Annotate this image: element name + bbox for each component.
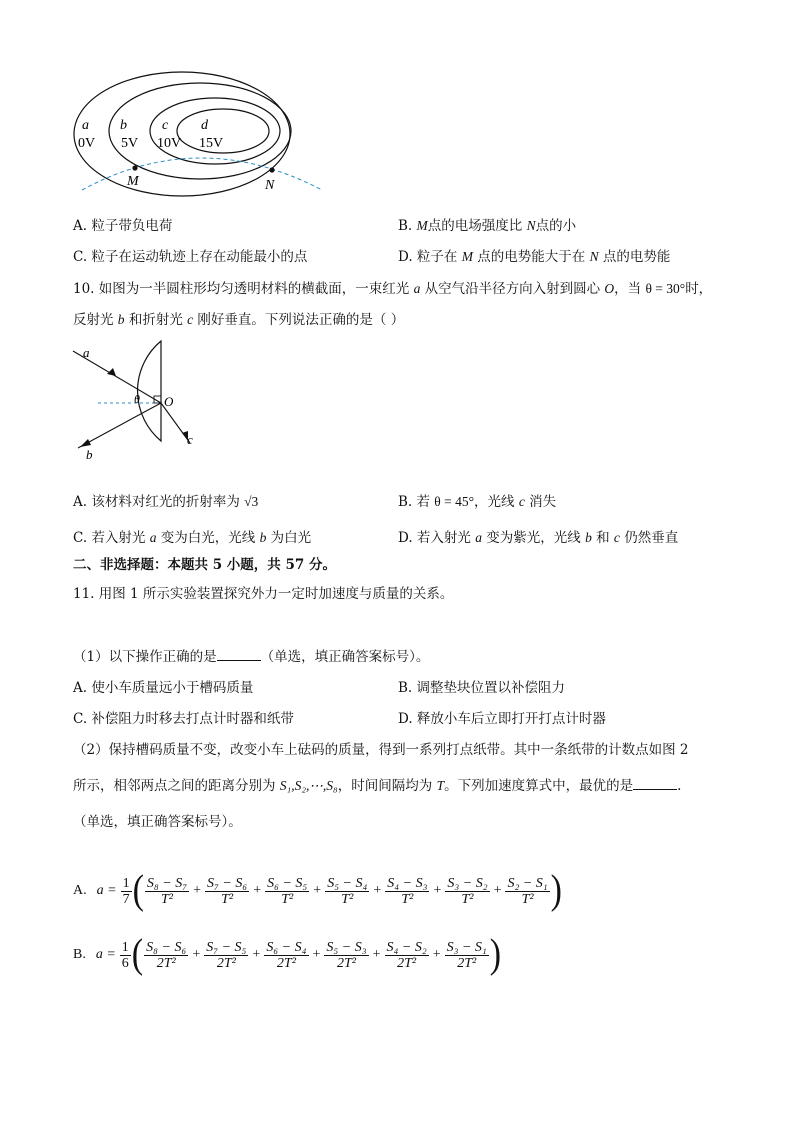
- plus-sign: +: [192, 947, 201, 962]
- fraction-numerator: S₆ − S₅: [267, 875, 308, 891]
- formula-b: [73, 932, 502, 977]
- fraction-term: [445, 876, 489, 907]
- q11-p2-mid: ，时间间隔均为: [337, 778, 437, 794]
- label-b: b: [120, 118, 127, 133]
- q10-c-b: b: [259, 530, 267, 545]
- q10-l1-mid2: ，当: [614, 281, 646, 297]
- plus-sign: +: [432, 947, 441, 962]
- fraction-numerator: S₂ − S₁: [507, 875, 548, 891]
- plus-sign: +: [313, 883, 322, 898]
- q10-option-b: [398, 490, 556, 510]
- label-b-volt: 5V: [121, 136, 139, 151]
- formula-a-lhs: a =: [96, 883, 117, 898]
- fraction-numerator: S₄ − S₂: [386, 939, 427, 955]
- q11-option-b: B. 调整垫块位置以补偿阻力: [398, 680, 566, 696]
- fig10-label-a: a: [83, 345, 90, 360]
- formula-b-coef-den: 6: [121, 955, 129, 971]
- fraction-denominator: T²: [161, 891, 173, 907]
- fraction-term: [145, 876, 189, 907]
- plus-sign: +: [493, 883, 502, 898]
- q10-c-a: a: [149, 530, 157, 545]
- fraction-denominator: T²: [401, 891, 414, 907]
- q11-p2-post: 。下列加速度算式中，最优的是: [444, 778, 634, 794]
- fraction-denominator: 2T²: [276, 955, 296, 971]
- fraction-numerator: S₆ − S₄: [266, 939, 307, 955]
- plus-sign: +: [252, 947, 261, 962]
- q10-a-val: √3: [244, 494, 259, 509]
- q9-b-N: N: [526, 218, 536, 233]
- q11-part1: [73, 645, 429, 665]
- q10-d-mid: 变为紫光，光线: [481, 530, 586, 546]
- q9-d-post: 点的电势能: [598, 249, 671, 265]
- formula-b-lhs: a =: [95, 947, 116, 962]
- equipotential-figure: [60, 68, 330, 204]
- q10-c-pre: C. 若入射光: [73, 530, 150, 546]
- q10-l1-theta: θ = 30°: [645, 281, 686, 296]
- fraction-denominator: T²: [281, 891, 294, 907]
- fraction-term: [205, 876, 249, 907]
- q10-b-pre: B. 若: [398, 494, 435, 510]
- fraction-denominator: T²: [221, 891, 234, 907]
- fraction-numerator: S₇ − S₆: [207, 875, 248, 891]
- q9-b-M: M: [416, 218, 428, 233]
- q10-l1-post: 时，: [685, 281, 713, 297]
- q11-part2-line1: （2）保持槽码质量不变，改变小车上砝码的质量，得到一系列打点纸带。其中一条纸带的计数点如图 2: [73, 742, 689, 758]
- fraction-numerator: S₄ − S₃: [387, 875, 428, 891]
- fraction-term: [204, 940, 248, 971]
- q10-d-b: b: [585, 530, 592, 545]
- plus-sign: +: [373, 883, 382, 898]
- q9-d-N: N: [589, 249, 599, 264]
- fig10-label-b: b: [86, 447, 93, 462]
- fraction-term: [265, 876, 309, 907]
- formula-a-coef: [121, 876, 132, 907]
- equipotential-b: [109, 83, 291, 179]
- fraction-term: [385, 876, 429, 907]
- label-c: c: [162, 118, 169, 133]
- formula-a-rparen: ): [550, 868, 562, 913]
- fraction-denominator: 2T²: [397, 955, 417, 971]
- q11-p2-T: T: [436, 778, 445, 793]
- q10-d-pre: D. 若入射光: [398, 530, 476, 546]
- q11-p2-end: .: [677, 778, 682, 794]
- fraction-term: [325, 876, 369, 907]
- formula-a-terms: [144, 876, 551, 907]
- q10-stem-line2: [73, 308, 404, 328]
- formula-b-coef: [120, 940, 131, 971]
- fraction-denominator: T²: [341, 891, 354, 907]
- fraction-term: [385, 940, 429, 971]
- formula-b-label: B.: [73, 947, 86, 962]
- q10-b-mid: ，光线: [474, 494, 519, 510]
- q10-a-pre: A. 该材料对红光的折射率为: [73, 494, 245, 510]
- q11-part2-line3: （单选，填正确答案标号）。: [73, 814, 242, 830]
- q10-option-c: [73, 526, 311, 546]
- label-M: M: [127, 174, 139, 189]
- formula-b-terms: [143, 940, 490, 971]
- label-c-volt: 10V: [157, 136, 182, 151]
- q11-p2-S: S₁,S₂,⋯,S₈: [279, 778, 338, 793]
- semicircle-figure: [68, 336, 218, 466]
- q10-d-post: 仍然垂直: [619, 530, 679, 546]
- label-a: a: [82, 118, 89, 133]
- q10-l1-mid: 从空气沿半径方向入射到圆心: [420, 281, 605, 297]
- q11-p1-pre: （1）以下操作正确的是: [73, 649, 217, 665]
- q10-b-post: 消失: [524, 494, 557, 510]
- label-d-volt: 15V: [199, 136, 224, 151]
- q11-option-d: D. 释放小车后立即打开打点计时器: [398, 711, 606, 727]
- fraction-numerator: S₈ − S₇: [146, 875, 188, 891]
- q11-option-c: C. 补偿阻力时移去打点计时器和纸带: [73, 711, 294, 727]
- q9-option-c: C. 粒子在运动轨迹上存在动能最小的点: [73, 249, 308, 265]
- q10-option-d: [398, 526, 678, 546]
- q10-l2-mid: 和折射光: [124, 312, 188, 328]
- fraction-numerator: S₈ − S₆: [146, 939, 187, 955]
- q11-p2-pre: 所示，相邻两点之间的距离分别为: [73, 778, 280, 794]
- q9-d-pre: D. 粒子在: [398, 249, 462, 265]
- fraction-denominator: 2T²: [337, 955, 356, 971]
- equipotential-a: [74, 72, 290, 196]
- label-a-volt: 0V: [78, 136, 96, 151]
- q11-p1-blank[interactable]: [217, 648, 261, 661]
- q11-stem: 11. 用图 1 所示实验装置探究外力一定时加速度与质量的关系。: [73, 586, 454, 602]
- fraction-denominator: 2T²: [216, 955, 236, 971]
- fraction-term: [324, 940, 368, 971]
- point-M-dot: [132, 165, 137, 170]
- fraction-denominator: T²: [461, 891, 474, 907]
- fraction-term: [264, 940, 308, 971]
- q11-p2-blank[interactable]: [633, 777, 677, 790]
- fraction-denominator: 2T²: [156, 955, 176, 971]
- plus-sign: +: [193, 883, 201, 898]
- q10-l2-c: c: [187, 312, 194, 327]
- formula-b-coef-num: 1: [121, 939, 129, 955]
- fraction-numerator: S₅ − S₄: [327, 875, 368, 891]
- formula-a-label: A.: [73, 883, 87, 898]
- fig10-label-c: c: [187, 432, 193, 447]
- q9-d-mid: 点的电势能大于在: [472, 249, 590, 265]
- formula-a-lparen: (: [132, 868, 144, 913]
- q10-l1-O: O: [604, 281, 615, 296]
- fraction-numerator: S₇ − S₅: [206, 939, 247, 955]
- q10-option-a: [73, 490, 258, 510]
- formula-a-coef-num: 1: [122, 875, 130, 891]
- fraction-numerator: S₃ − S₁: [446, 939, 487, 955]
- q10-l2-post: 刚好垂直。下列说法正确的是（ ）: [193, 312, 405, 328]
- fraction-term: [505, 876, 549, 907]
- q10-b-theta: θ = 45°: [434, 494, 475, 509]
- fraction-denominator: T²: [521, 891, 534, 907]
- q10-d-a: a: [475, 530, 482, 545]
- fraction-term: [445, 940, 489, 971]
- q10-l1-a: a: [413, 281, 421, 296]
- q10-c-post: 为白光: [266, 530, 312, 546]
- fraction-numerator: S₅ − S₃: [326, 939, 367, 955]
- plus-sign: +: [312, 947, 321, 962]
- fraction-numerator: S₃ − S₂: [447, 875, 488, 891]
- plus-sign: +: [372, 947, 381, 962]
- q9-b-post: 点的小: [535, 218, 577, 234]
- equipotential-c: [150, 98, 280, 164]
- q10-c-mid: 变为白光，光线: [156, 530, 260, 546]
- q10-l2-pre: 反射光: [73, 312, 118, 328]
- q10-b-c: c: [518, 494, 525, 509]
- q10-d-c: c: [613, 530, 620, 545]
- formula-b-rparen: ): [489, 932, 502, 977]
- formula-a-coef-den: 7: [122, 891, 130, 907]
- q9-option-d: [398, 245, 670, 265]
- q11-option-a: A. 使小车质量远小于槽码质量: [73, 680, 254, 696]
- q9-d-M: M: [461, 249, 473, 264]
- q11-p1-post: （单选，填正确答案标号）。: [260, 649, 430, 665]
- q9-b-mid: 点的电场强度比: [427, 218, 527, 234]
- q10-l2-b: b: [117, 312, 125, 327]
- q10-stem-line1: [73, 277, 712, 297]
- formula-a: [73, 868, 562, 913]
- fraction-term: [144, 940, 188, 971]
- ray-b: [78, 403, 161, 448]
- q9-option-a: A. 粒子带负电荷: [73, 218, 173, 234]
- label-d: d: [201, 118, 208, 133]
- fraction-denominator: 2T²: [457, 955, 477, 971]
- q10-l1-pre: 10. 如图为一半圆柱形均匀透明材料的横截面，一束红光: [73, 281, 414, 297]
- fig10-label-O: O: [164, 394, 174, 409]
- q10-d-and: 和: [591, 530, 614, 546]
- fig10-label-theta: θ: [134, 392, 140, 406]
- point-N-dot: [269, 167, 274, 172]
- plus-sign: +: [253, 883, 262, 898]
- formula-b-lparen: (: [131, 932, 144, 977]
- plus-sign: +: [433, 883, 442, 898]
- section-heading: 二、非选择题：本题共 5 小题，共 57 分。: [73, 557, 336, 573]
- label-N: N: [265, 178, 275, 193]
- q9-option-b: [398, 214, 576, 234]
- q11-part2-line2: [73, 774, 681, 794]
- ray-b-arrow: [80, 439, 91, 447]
- q9-b-pre: B.: [398, 218, 417, 234]
